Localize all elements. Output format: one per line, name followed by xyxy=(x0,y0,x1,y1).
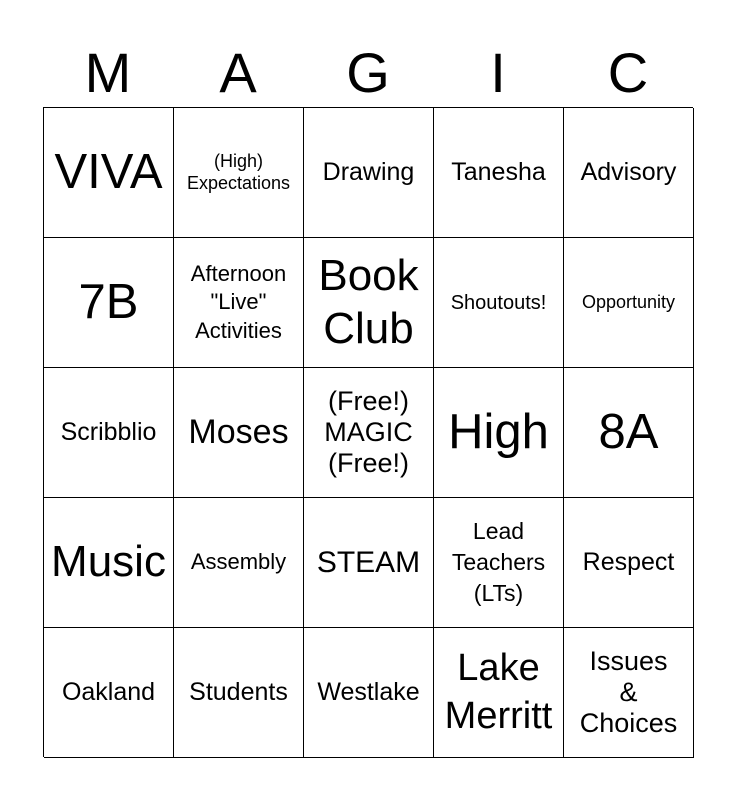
bingo-cell[interactable] xyxy=(44,628,174,758)
header-letter-c: C xyxy=(607,41,649,104)
header-letter-i: I xyxy=(490,41,506,104)
bingo-cell[interactable] xyxy=(44,108,174,238)
cell-label: High xyxy=(448,404,549,459)
bingo-cell[interactable] xyxy=(174,628,304,758)
cell-label: 7B xyxy=(78,274,139,329)
bingo-header xyxy=(43,40,693,106)
cell-label: VIVA xyxy=(54,144,163,199)
header-letter-a: A xyxy=(219,41,257,104)
bingo-cell[interactable] xyxy=(174,108,304,238)
bingo-cell[interactable] xyxy=(434,238,564,368)
cell-label: 8A xyxy=(598,404,659,459)
header-letter-g: G xyxy=(346,41,390,104)
cell-label: Respect xyxy=(582,548,675,577)
bingo-cell[interactable] xyxy=(44,368,174,498)
bingo-cell[interactable] xyxy=(304,238,434,368)
cell-label: Assembly xyxy=(190,549,287,575)
cell-label: Music xyxy=(51,537,166,587)
bingo-cell[interactable] xyxy=(304,108,434,238)
cell-label: Westlake xyxy=(317,678,420,707)
cell-label: Scribblio xyxy=(60,418,157,447)
bingo-cell[interactable] xyxy=(434,108,564,238)
cell-label: Book Club xyxy=(318,250,419,353)
bingo-cell[interactable] xyxy=(44,498,174,628)
cell-label: Lake Merritt xyxy=(444,647,553,737)
bingo-cell[interactable] xyxy=(564,498,694,628)
cell-label: Drawing xyxy=(322,158,415,187)
cell-label: Moses xyxy=(188,412,289,451)
cell-label: Tanesha xyxy=(451,158,546,187)
bingo-cell[interactable] xyxy=(174,498,304,628)
cell-label: Oakland xyxy=(61,678,156,707)
cell-label: Afternoon "Live" Activities xyxy=(190,260,287,343)
cell-label: (Free!) MAGIC (Free!) xyxy=(324,385,413,479)
cell-label: STEAM xyxy=(316,545,421,579)
bingo-cell[interactable] xyxy=(44,238,174,368)
bingo-board xyxy=(43,107,693,757)
cell-label: Opportunity xyxy=(581,291,676,312)
cell-label: Advisory xyxy=(580,158,677,187)
bingo-cell[interactable] xyxy=(304,498,434,628)
cell-label: Students xyxy=(189,678,288,707)
bingo-cell[interactable] xyxy=(304,368,434,498)
bingo-cell[interactable] xyxy=(564,368,694,498)
bingo-cell[interactable] xyxy=(564,108,694,238)
bingo-cell[interactable] xyxy=(174,238,304,368)
bingo-cell[interactable] xyxy=(434,368,564,498)
cell-label: (High) Expectations xyxy=(186,150,291,193)
bingo-cell[interactable] xyxy=(564,628,694,758)
cell-label: Lead Teachers (LTs) xyxy=(451,517,546,607)
bingo-cell[interactable] xyxy=(174,368,304,498)
cell-label: Issues & Choices xyxy=(579,645,678,739)
bingo-cell[interactable] xyxy=(434,498,564,628)
header-letter-m: M xyxy=(84,41,132,104)
bingo-cell[interactable] xyxy=(304,628,434,758)
bingo-cell[interactable] xyxy=(434,628,564,758)
bingo-cell[interactable] xyxy=(564,238,694,368)
cell-label: Shoutouts! xyxy=(450,291,547,314)
